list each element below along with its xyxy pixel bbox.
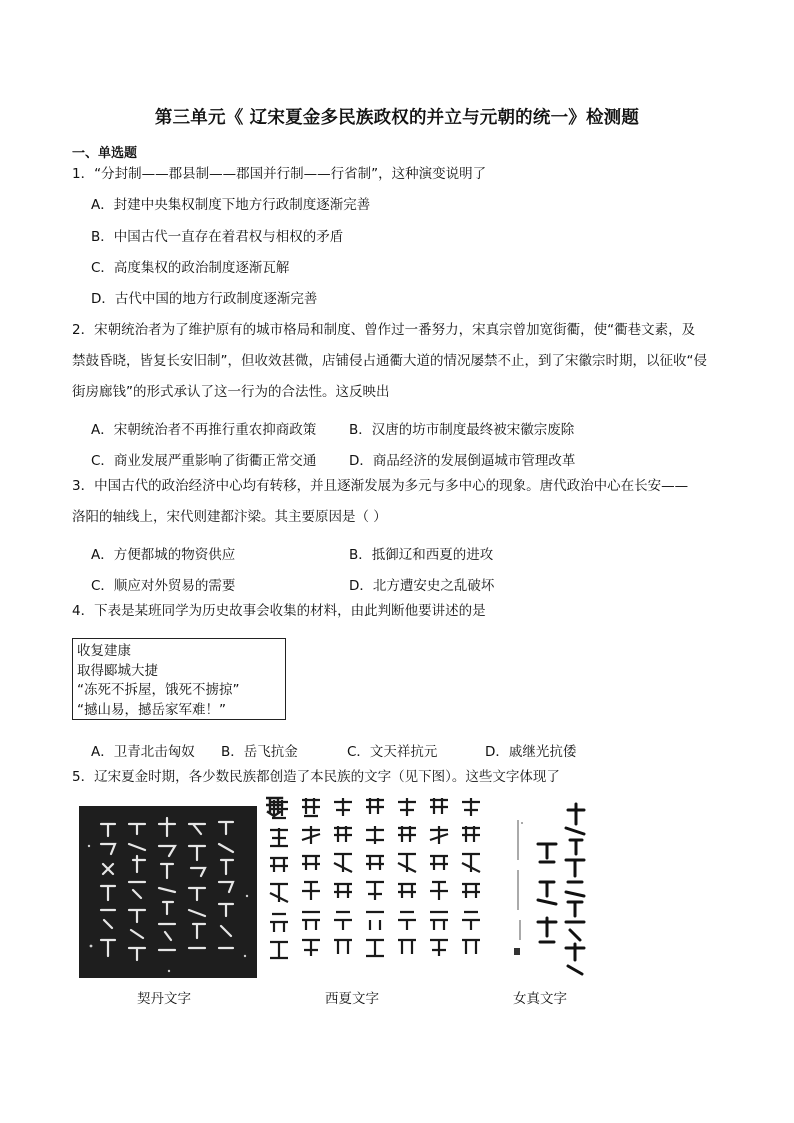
page-title: 第三单元《 辽宋夏金多民族政权的并立与元朝的统一》检测题 — [154, 108, 640, 128]
question-2-options-row2 — [91, 449, 575, 469]
material-line-2: 取得郾城大捷 — [77, 662, 158, 679]
question-3-option-a: A．方便都城的物资供应 — [91, 547, 236, 563]
material-line-4: “撼山易，撼岳家军难！” — [77, 701, 226, 718]
question-3-options-row2 — [91, 574, 494, 594]
question-1-text: 1．“分封制——郡县制——郡国并行制——行省制”，这种演变说明了 — [72, 166, 487, 182]
question-1-option-a: A．封建中央集权制度下地方行政制度逐渐完善 — [91, 197, 371, 213]
material-line-3: “冻死不拆屋，饿死不掳掠” — [77, 682, 240, 698]
question-2-option-c: C．商业发展严重影响了街衢正常交通 — [91, 453, 317, 469]
question-4-text: 4．下表是某班同学为历史故事会收集的材料，由此判断他要讲述的是 — [72, 603, 486, 619]
material-line-1: 收复建康 — [77, 643, 131, 659]
question-2-text-line2: 禁鼓昏晓，皆复长安旧制”，但收效甚微，店铺侵占通衢大道的情况屡禁不止，到了宋徽宗时期，以征收“侵 — [72, 353, 707, 369]
question-1-option-b: B．中国古代一直存在着君权与相权的矛盾 — [91, 229, 344, 245]
jurchen-script-image — [508, 800, 596, 978]
question-4-options-row — [91, 740, 576, 760]
question-3-text-line1: 3．中国古代的政治经济中心均有转移，并且逐渐发展为多元与多中心的现象。唐代政治中心在长安—— — [72, 478, 689, 494]
section-heading: 一、单选题 — [72, 146, 138, 161]
caption-tangut: 西夏文字 — [325, 991, 379, 1007]
question-4-option-b: B．岳飞抗金 — [221, 744, 298, 760]
question-2-text-line1: 2．宋朝统治者为了维护原有的城市格局和制度、曾作过一番努力，宋真宗曾加宽街衢，使“衢巷文素，及 — [72, 322, 696, 338]
khitan-script-image — [79, 806, 257, 978]
question-2-options-row1 — [91, 418, 574, 438]
caption-khitan: 契丹文字 — [137, 991, 191, 1007]
question-3-options-row1 — [91, 543, 493, 563]
question-4-option-d: D．戚继光抗倭 — [485, 744, 577, 760]
caption-jurchen: 女真文字 — [513, 991, 567, 1007]
question-5-text: 5．辽宋夏金时期，各少数民族都创造了本民族的文字（见下图）。这些文字体现了 — [72, 769, 560, 785]
question-4-option-c: C．文天祥抗元 — [347, 744, 438, 760]
material-table — [72, 638, 286, 720]
question-3-option-d: D．北方遭安史之乱破坏 — [349, 578, 495, 594]
question-2-option-a: A．宋朝统治者不再推行重农抑商政策 — [91, 422, 317, 438]
question-4-option-a: A．卫青北击匈奴 — [91, 744, 195, 760]
tangut-script-image — [266, 796, 496, 978]
question-1-option-c: C．高度集权的政治制度逐渐瓦解 — [91, 260, 290, 276]
question-3-text-line2: 洛阳的轴线上，宋代则建都汴梁。其主要原因是（ ） — [72, 509, 387, 525]
question-2-text-line3: 街房廊钱”的形式承认了这一行为的合法性。这反映出 — [72, 384, 390, 400]
question-3-option-c: C．顺应对外贸易的需要 — [91, 578, 236, 594]
question-2-option-d: D．商品经济的发展倒逼城市管理改革 — [349, 453, 576, 469]
question-1-option-d: D．古代中国的地方行政制度逐渐完善 — [91, 291, 318, 307]
question-3-option-b: B．抵御辽和西夏的进攻 — [349, 547, 494, 563]
question-2-option-b: B．汉唐的坊市制度最终被宋徽宗废除 — [349, 422, 575, 438]
